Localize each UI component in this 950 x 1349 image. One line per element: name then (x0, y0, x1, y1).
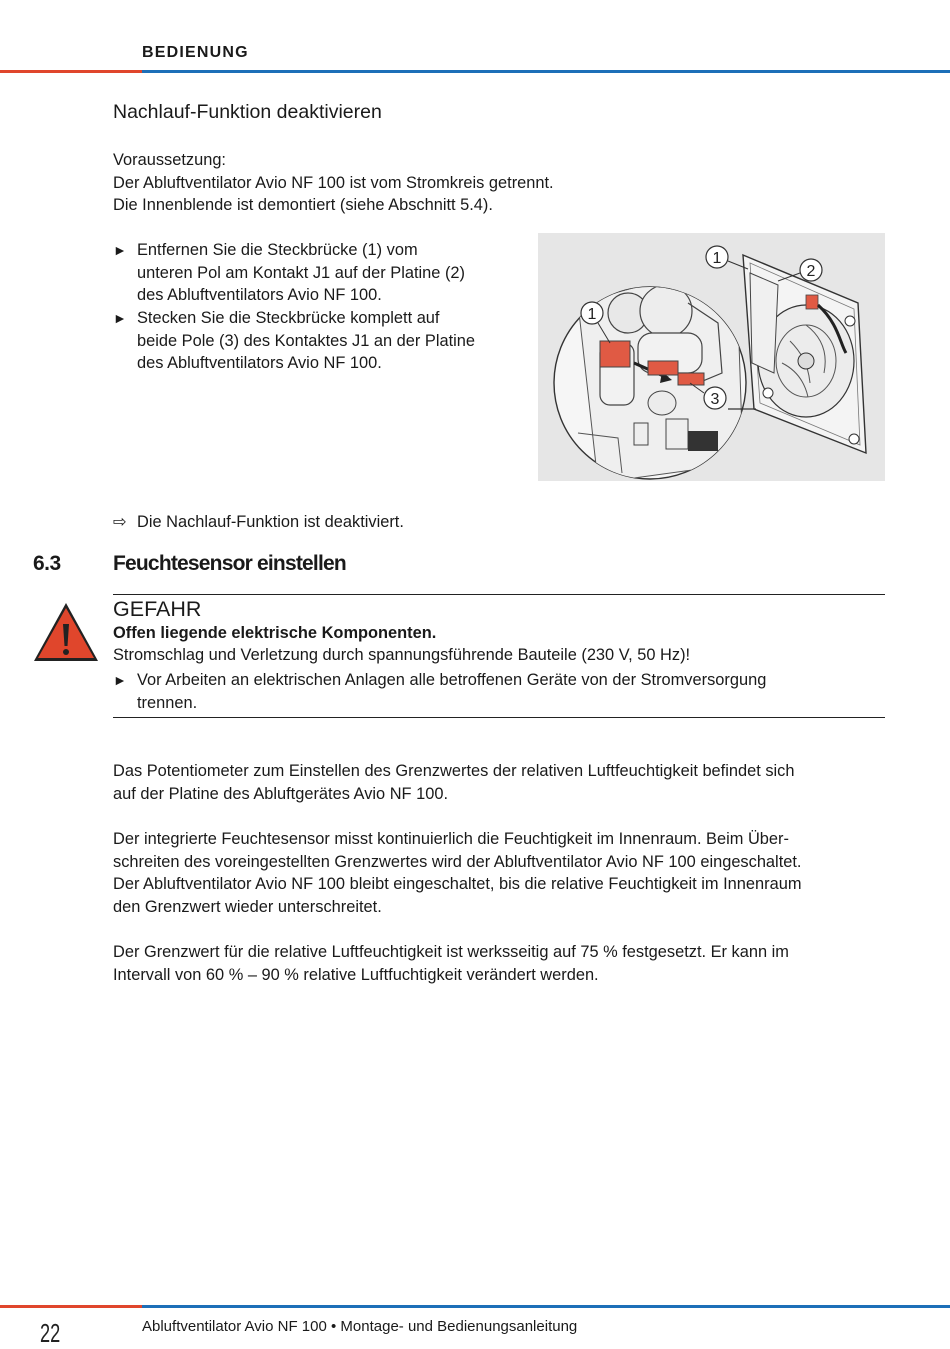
warning-title: GEFAHR (113, 597, 202, 621)
warning-consequence: Stromschlag und Verletzung durch spannungsführende Bauteile (230 V, 50 Hz)! (113, 646, 691, 664)
warning-rule-top (113, 594, 885, 595)
step-marker: ► (113, 310, 127, 326)
svg-text:3: 3 (710, 391, 720, 408)
header-rule-blue (142, 70, 950, 73)
step-line: Stecken Sie die Steckbrücke komplett auf (137, 309, 440, 327)
result-arrow-icon: ⇨ (113, 513, 127, 531)
prerequisite-line: Die Innenblende ist demontiert (siehe Abschnitt 5.4). (113, 196, 493, 215)
warning-action (113, 669, 893, 714)
step-line: des Abluftventilators Avio NF 100. (137, 286, 382, 305)
footer-rule-red (0, 1305, 142, 1308)
magnified-detail (554, 273, 756, 481)
paragraph-line: Der Abluftventilator Avio NF 100 bleibt eingeschaltet, bis die relative Feuchtigkeit im Innenraum (113, 875, 802, 894)
step-line: beide Pole (3) des Kontaktes J1 an der Platine (137, 331, 476, 350)
subsection-title: Nachlauf-Funktion deaktivieren (113, 101, 382, 123)
step-item (113, 307, 523, 375)
step-marker: ► (113, 672, 127, 688)
svg-text:1: 1 (587, 306, 597, 323)
page-number: 22 (40, 1318, 61, 1348)
warning-action-line: Vor Arbeiten an elektrischen Anlagen alle betroffenen Geräte von der Stromversorgung (137, 671, 767, 689)
footer-document-title: Abluftventilator Avio NF 100 • Montage- und Bedienungsanleitung (142, 1318, 578, 1335)
step-marker: ► (113, 242, 127, 258)
svg-text:2: 2 (806, 263, 816, 280)
paragraph-line: Das Potentiometer zum Einstellen des Grenzwertes der relativen Luftfeuchtigkeit befindet sich (113, 762, 795, 780)
paragraph-line: auf der Platine des Abluftgerätes Avio NF 100. (113, 784, 449, 803)
paragraph-line: Der Grenzwert für die relative Luftfeuchtigkeit ist werksseitig auf 75 % festgesetzt. Er kann im (113, 943, 789, 961)
svg-text:1: 1 (712, 250, 722, 267)
paragraph (113, 828, 893, 918)
step-line: Entfernen Sie die Steckbrücke (1) vom (137, 241, 418, 259)
fan-panel (743, 255, 866, 453)
warning-hazard: Offen liegende elektrische Komponenten. (113, 624, 437, 642)
section-title: Feuchtesensor einstellen (113, 552, 346, 575)
paragraph-line: schreiten des voreingestellten Grenzwertes wird der Abluftventilator Avio NF 100 eingeschaltet. (113, 852, 802, 871)
prerequisite-block (113, 149, 554, 217)
callout-1-top (706, 246, 748, 269)
result-line (113, 511, 404, 534)
device-illustration (538, 233, 885, 481)
warning-action-line: trennen. (137, 693, 198, 712)
result-text: Die Nachlauf-Funktion ist deaktiviert. (137, 513, 404, 531)
warning-triangle-icon (32, 600, 100, 664)
prerequisite-label: Voraussetzung: (113, 151, 226, 169)
paragraph-line: den Grenzwert wieder unterschreitet. (113, 897, 382, 916)
header-section-label: BEDIENUNG (142, 44, 249, 61)
step-line: unteren Pol am Kontakt J1 auf der Platine (2) (137, 263, 465, 282)
paragraph (113, 941, 893, 986)
footer-rule-blue (142, 1305, 950, 1308)
header-rule-red (0, 70, 142, 73)
step-item (113, 239, 523, 307)
paragraph-line: Der integrierte Feuchtesensor misst kontinuierlich die Feuchtigkeit im Innenraum. Beim Über- (113, 830, 789, 848)
warning-rule-bottom (113, 717, 885, 718)
paragraph-line: Intervall von 60 % – 90 % relative Luftfuchtigkeit verändert werden. (113, 965, 599, 984)
section-number: 6.3 (33, 552, 61, 575)
device-figure (538, 233, 885, 481)
step-line: des Abluftventilators Avio NF 100. (137, 354, 382, 373)
prerequisite-line: Der Abluftventilator Avio NF 100 ist vom Stromkreis getrennt. (113, 173, 554, 192)
paragraph (113, 760, 893, 805)
